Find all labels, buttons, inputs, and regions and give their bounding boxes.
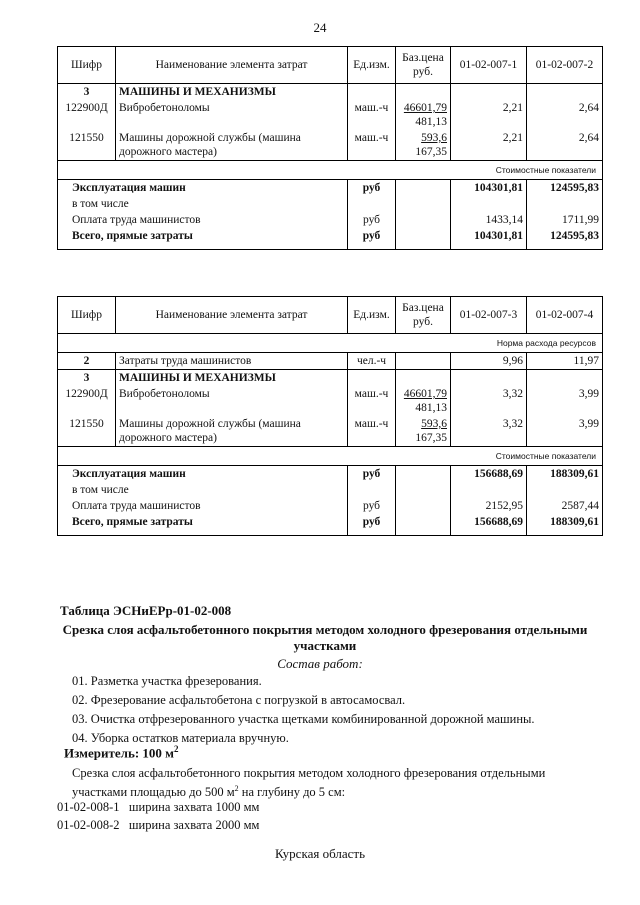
header-col-b: 01-02-007-2 — [527, 47, 603, 84]
section-title: МАШИНЫ И МЕХАНИЗМЫ — [116, 370, 348, 387]
table-row: 122900Д Вибробетоноломы маш.-ч 46601,79 481,13 3,32 3,99 — [58, 386, 603, 416]
total-direct-costs-row: Всего, прямые затраты руб 104301,81 124595,83 — [58, 228, 603, 250]
header-price: Баз.цена руб. — [396, 47, 451, 84]
header-name: Наименование элемента затрат — [116, 297, 348, 334]
section-number: 3 — [58, 84, 116, 101]
cost-indicators-band: Стоимостные показатели — [58, 447, 603, 466]
header-price: Баз.цена руб. — [396, 297, 451, 334]
section-number: 3 — [58, 370, 116, 387]
total-direct-costs-row: Всего, прямые затраты руб 156688,69 188309,61 — [58, 514, 603, 536]
footer-region: Курская область — [274, 846, 365, 861]
header-code: Шифр — [58, 297, 116, 334]
table-header-row — [58, 47, 603, 84]
cost-indicators-band: Стоимостные показатели — [58, 161, 603, 180]
header-col-a: 01-02-007-1 — [451, 47, 527, 84]
table-label: Таблица ЭСНиЕРр-01-02-008 — [60, 603, 232, 618]
table-row: 122900Д Вибробетоноломы маш.-ч 46601,79 481,13 2,21 2,64 — [58, 100, 603, 130]
table-row: 121550 Машины дорожной службы (машина дорожного мастера) маш.-ч 593,6 167,35 2,21 2,64 — [58, 130, 603, 161]
resource-norm-band: Норма расхода ресурсов — [58, 334, 603, 353]
header-name: Наименование элемента затрат — [116, 47, 348, 84]
table-row: 2 Затраты труда машинистов чел.-ч 9,96 11,97 — [58, 353, 603, 370]
variant-row: 01-02-008-1 ширина захвата 1000 мм — [57, 800, 260, 814]
header-code: Шифр — [58, 47, 116, 84]
section-row — [58, 370, 603, 387]
including-row: в том числе — [58, 482, 603, 498]
operator-pay-row: Оплата труда машинистов руб 1433,14 1711,99 — [58, 212, 603, 228]
work-item: 03. Очистка отфрезерованного участка щетками комбинированной дорожной машины. — [72, 712, 535, 726]
work-item: 01. Разметка участка фрезерования. — [72, 674, 262, 688]
machine-operation-row: Эксплуатация машин руб 104301,81 124595,83 — [58, 180, 603, 197]
section-row — [58, 84, 603, 101]
table-header-row — [58, 297, 603, 334]
measure-unit: Измеритель: 100 $м^2$ — [64, 744, 179, 761]
including-row: в том числе — [58, 196, 603, 212]
variant-row: 01-02-008-2 ширина захвата 2000 мм — [57, 818, 260, 832]
header-unit: Ед.изм. — [348, 297, 396, 334]
work-description: Срезка слоя асфальтобетонного покрытия методом холодного фрезерования отдельными участками площадью до 500 $м^2$ на глубину до 5 см: — [72, 766, 546, 800]
machine-operation-row: Эксплуатация машин руб 156688,69 188309,61 — [58, 466, 603, 483]
operator-pay-row: Оплата труда машинистов руб 2152,95 2587,44 — [58, 498, 603, 514]
table-row: 121550 Машины дорожной службы (машина дорожного мастера) маш.-ч 593,6 167,35 3,32 3,99 — [58, 416, 603, 447]
composition-heading: Состав работ: — [277, 656, 363, 671]
work-item: 04. Уборка остатков материала вручную. — [72, 731, 289, 745]
page-number: 24 — [313, 20, 327, 35]
resource-table-1 — [57, 46, 603, 250]
header-unit: Ед.изм. — [348, 47, 396, 84]
header-col-a: 01-02-007-3 — [451, 297, 527, 334]
resource-table-2 — [57, 296, 603, 536]
work-item: 02. Фрезерование асфальтобетона с погрузкой в автосамосвал. — [72, 693, 406, 707]
header-col-b: 01-02-007-4 — [527, 297, 603, 334]
section-title: МАШИНЫ И МЕХАНИЗМЫ — [116, 84, 348, 101]
table-title: Срезка слоя асфальтобетонного покрытия методом холодного фрезерования отдельными участками — [62, 622, 588, 653]
